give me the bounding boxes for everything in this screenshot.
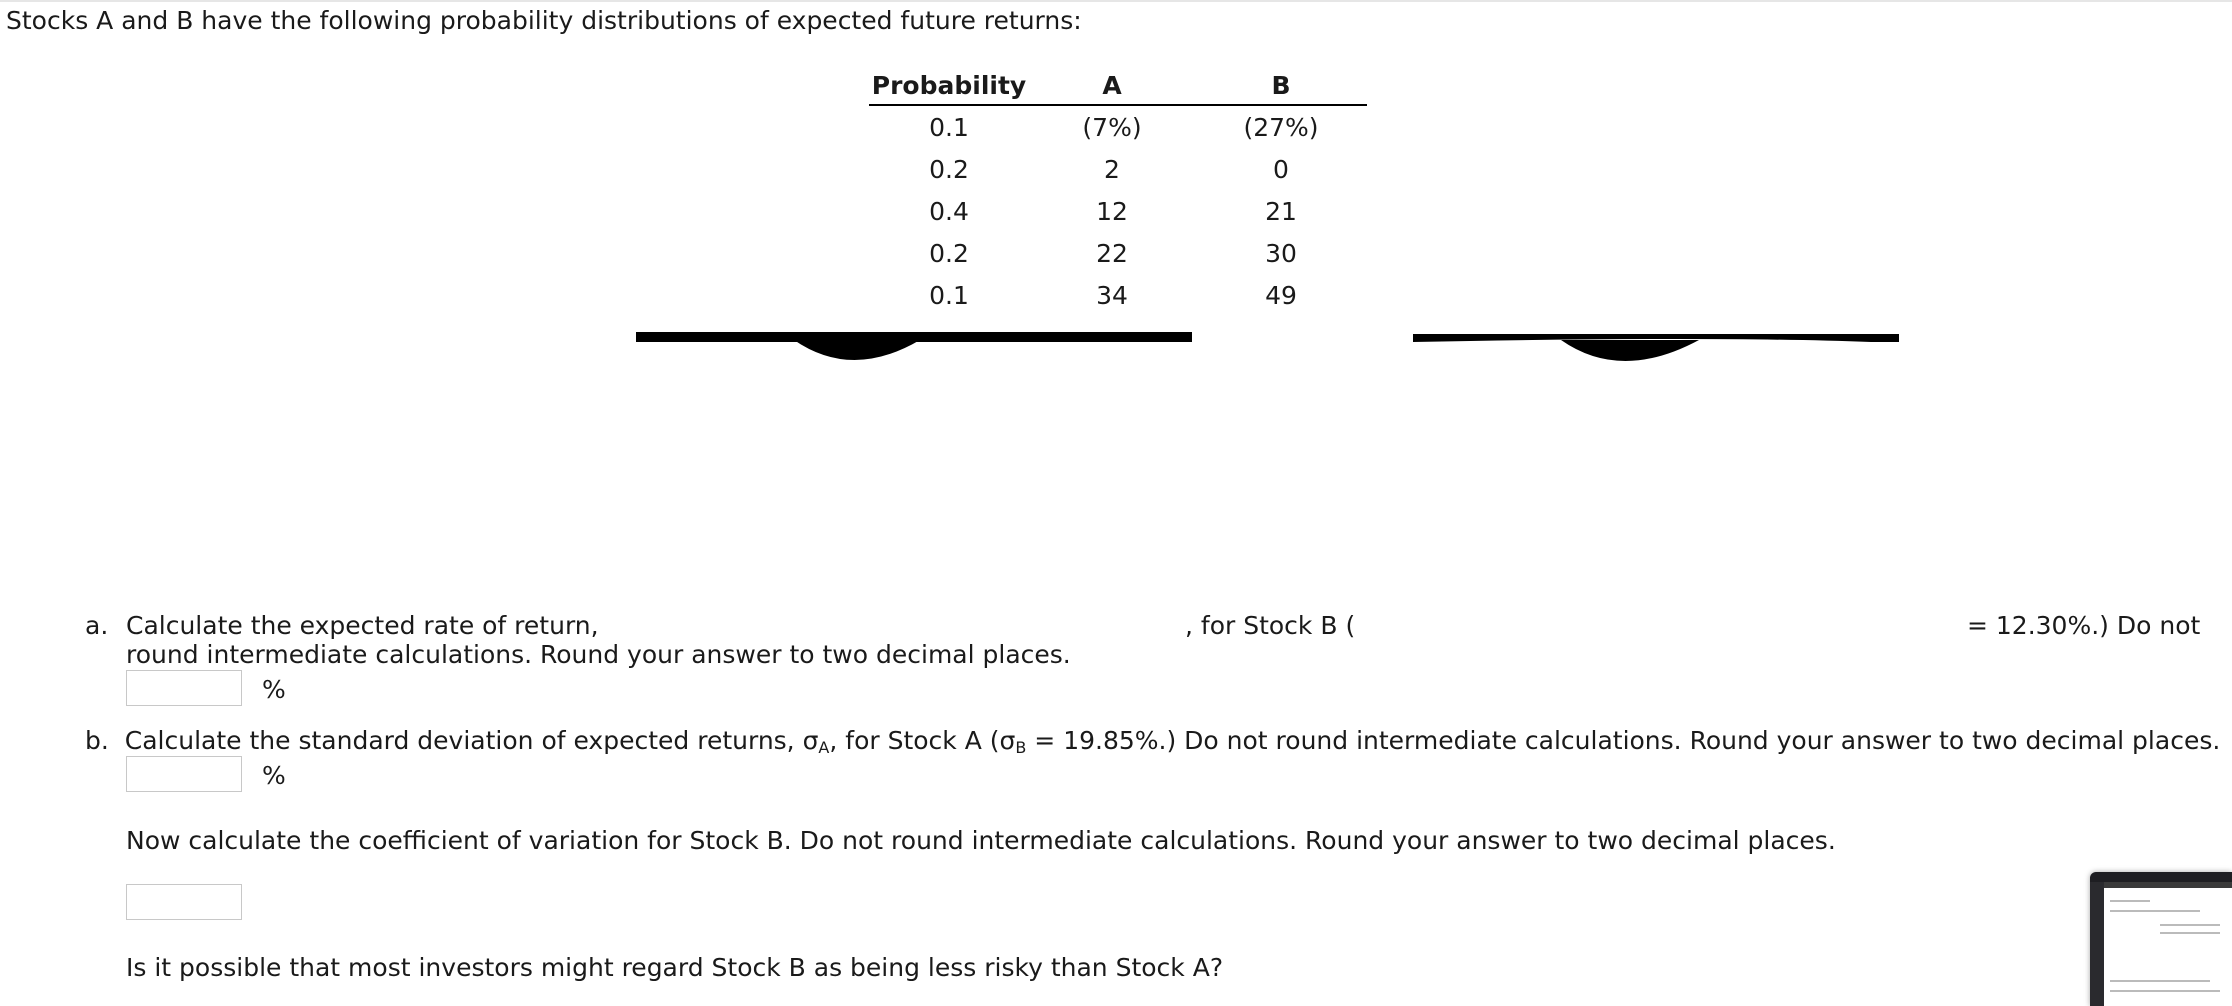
- thumbnail-sidebar: [2090, 882, 2104, 1006]
- question-b-text-pre: Calculate the standard deviation of expected returns, σ: [124, 726, 819, 755]
- table-row: [869, 232, 1367, 274]
- cell-return-b: 49: [1265, 280, 1297, 310]
- thumbnail-toolbar: [2104, 882, 2232, 888]
- cell-return-b: 30: [1265, 238, 1297, 268]
- problem-intro: Stocks A and B have the following probability distributions of expected future returns:: [6, 6, 1082, 35]
- question-a-text-line2: round intermediate calculations. Round your answer to two decimal places.: [126, 640, 1071, 669]
- sigma-a-subscript: A: [818, 738, 830, 757]
- redaction-mark-left: [636, 332, 1192, 366]
- header-stock-b: B: [1195, 66, 1367, 105]
- question-b-sentence: [125, 726, 2221, 755]
- table-row: [869, 148, 1367, 190]
- thumbnail-line: [2160, 932, 2220, 934]
- risk-question-prompt: Is it possible that most investors might regard Stock B as being less risky than Stock A?: [126, 953, 1224, 982]
- cell-return-b: 0: [1273, 154, 1289, 184]
- table-row: [869, 190, 1367, 232]
- cell-return-b: 21: [1265, 196, 1297, 226]
- cell-probability: 0.2: [929, 238, 969, 268]
- cell-return-a: 2: [1104, 154, 1120, 184]
- header-stock-a: A: [1029, 66, 1195, 105]
- question-b-text-post: = 19.85%.) Do not round intermediate calculations. Round your answer to two decimal places.: [1026, 726, 2221, 755]
- thumbnail-line: [2110, 910, 2200, 912]
- coefficient-of-variation-prompt: Now calculate the coefficient of variation for Stock B. Do not round intermediate calculations. Round your answer to two decimal places.: [126, 826, 1836, 855]
- cell-return-a: 22: [1096, 238, 1128, 268]
- thumbnail-line: [2110, 980, 2210, 982]
- cell-probability: 0.2: [929, 154, 969, 184]
- percent-unit-a: %: [262, 675, 286, 704]
- cell-return-a: (7%): [1082, 112, 1142, 142]
- thumbnail-line: [2110, 900, 2150, 902]
- cell-return-b: (27%): [1243, 112, 1319, 142]
- cell-probability: 0.1: [929, 280, 969, 310]
- cell-probability: 0.4: [929, 196, 969, 226]
- question-a-text-end: = 12.30%.) Do not: [1967, 611, 2201, 640]
- sigma-b-subscript: B: [1015, 738, 1027, 757]
- question-a-text-start: Calculate the expected rate of return,: [126, 611, 599, 640]
- table-row: [869, 105, 1367, 148]
- question-a-label: a.: [85, 611, 109, 640]
- question-b-text: [85, 726, 2220, 757]
- question-b-text-mid: , for Stock A (σ: [829, 726, 1016, 755]
- table-header-row: [869, 66, 1367, 105]
- redaction-mark-right: [1413, 332, 1899, 366]
- question-b-label: b.: [85, 726, 109, 755]
- screenshot-thumbnail[interactable]: [2090, 872, 2232, 1006]
- thumbnail-line: [2160, 924, 2220, 926]
- thumbnail-line: [2110, 990, 2220, 992]
- expected-return-answer-input[interactable]: [126, 670, 242, 706]
- std-deviation-answer-input[interactable]: [126, 756, 242, 792]
- coefficient-of-variation-input[interactable]: [126, 884, 242, 920]
- percent-unit-b: %: [262, 761, 286, 790]
- cell-return-a: 34: [1096, 280, 1128, 310]
- header-probability: Probability: [869, 66, 1029, 105]
- probability-distribution-table: [869, 66, 1367, 316]
- top-divider: [0, 0, 2232, 2]
- question-a-text-middle: , for Stock B (: [1185, 611, 1356, 640]
- table-row: [869, 274, 1367, 316]
- cell-probability: 0.1: [929, 112, 969, 142]
- cell-return-a: 12: [1096, 196, 1128, 226]
